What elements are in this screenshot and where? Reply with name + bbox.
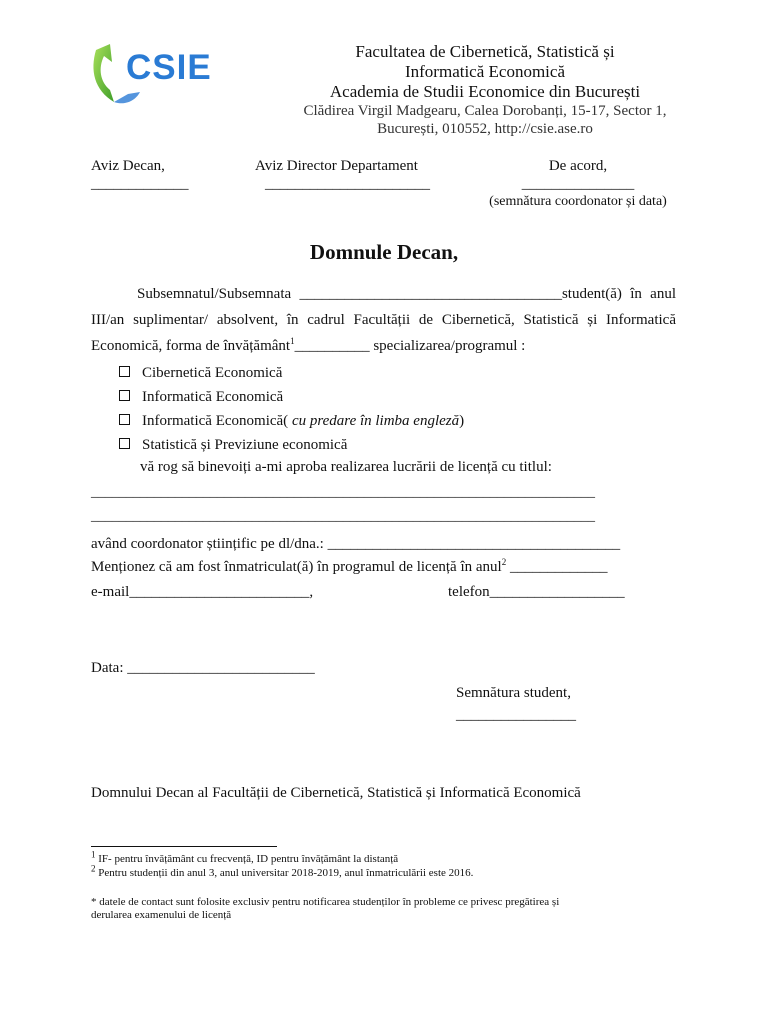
director-approval-label: Aviz Director Departament bbox=[255, 158, 418, 174]
footnote-1: $^1$ IF- pentru învățământ cu frecvență, ID pentru învățământ la distanță bbox=[91, 849, 399, 865]
agree-line: _______________ bbox=[521, 176, 635, 192]
csie-logo bbox=[88, 42, 238, 108]
page-title: Domnule Decan, bbox=[309, 240, 459, 264]
thesis-title-line1[interactable]: ________________________________________________________________________ bbox=[91, 485, 595, 500]
dean-approval-line: _____________ bbox=[91, 176, 189, 192]
academy-name: Academia de Studii Economice din București bbox=[329, 82, 641, 101]
footnote-ref-2: 2 bbox=[501, 557, 507, 567]
option-informatica-engleza[interactable]: Informatică Economică( cu predare în limba engleză) bbox=[119, 409, 464, 433]
request-paragraph bbox=[91, 281, 676, 359]
footnote-divider bbox=[91, 846, 277, 847]
program-options bbox=[119, 361, 464, 457]
faculty-name-line2: Informatică Economică bbox=[404, 62, 565, 81]
dean-approval-label: Aviz Decan, bbox=[91, 158, 165, 174]
email-field[interactable]: e-mail________________________, bbox=[91, 584, 314, 600]
checkbox[interactable] bbox=[119, 414, 130, 425]
logo-text: CSIE bbox=[126, 48, 212, 87]
addressee: Domnului Decan al Facultății de Cibernetică, Statistică și Informatică Economică bbox=[91, 785, 581, 801]
signature-label: Semnătura student, bbox=[456, 685, 571, 701]
agree-label: De acord, bbox=[548, 158, 608, 174]
contact-note: * datele de contact sunt folosite exclusiv pentru notificarea studenților în probleme ce privesc pregătirea și derularea examenului de licență bbox=[91, 896, 560, 921]
address bbox=[255, 102, 715, 138]
thesis-title-line2[interactable]: ________________________________________________________________________ bbox=[91, 509, 595, 524]
request-text: vă rog să binevoiți a-mi aproba realizarea lucrării de licență cu titlul: bbox=[140, 459, 552, 475]
date-field[interactable]: Data: _________________________ bbox=[91, 660, 315, 676]
option-informatica[interactable]: Informatică Economică bbox=[119, 385, 464, 409]
checkbox[interactable] bbox=[119, 438, 130, 449]
director-approval-line: ______________________ bbox=[265, 176, 430, 192]
address-line2: București, 010552, http://csie.ase.ro bbox=[377, 121, 593, 137]
coordinator-agreement bbox=[478, 157, 678, 211]
footnote-ref-1: 1 bbox=[290, 336, 295, 346]
phone-field[interactable]: telefon__________________ bbox=[448, 584, 625, 600]
option-cibernetica[interactable]: Cibernetică Economică bbox=[119, 361, 464, 385]
coordinator-field[interactable]: având coordonator științific pe dl/dna.: _______________________________________ bbox=[91, 536, 621, 552]
agree-note: (semnătura coordonator și data) bbox=[489, 194, 667, 209]
dean-approval bbox=[91, 157, 189, 193]
address-line1: Clădirea Virgil Madgearu, Calea Dorobanți, 15-17, Sector 1, bbox=[303, 103, 667, 119]
option-statistica[interactable]: Statistică și Previziune economică bbox=[119, 433, 464, 457]
paragraph-text-end: __________ specializarea/programul : bbox=[294, 338, 526, 354]
paragraph-text: Subsemnatul/Subsemnata ___________________________________student(ă) în anul III/an suplimentar/ absolvent, în cadrul Facultății de Cibernetică, Statistică și Informatică Economică, forma de învățământ bbox=[91, 286, 676, 354]
enrollment-field[interactable]: Menționez că am fost înmatriculat(ă) în programul de licență în anul$^2$ _____________ bbox=[91, 557, 608, 575]
checkbox[interactable] bbox=[119, 366, 130, 377]
signature-line[interactable]: ________________ bbox=[456, 707, 576, 723]
checkbox[interactable] bbox=[119, 390, 130, 401]
faculty-header bbox=[255, 42, 715, 102]
footnote-2: $^2$ Pentru studenții din anul 3, anul universitar 2018-2019, anul înmatriculării este 2016. bbox=[91, 863, 474, 879]
director-approval bbox=[255, 157, 430, 193]
faculty-name-line1: Facultatea de Cibernetică, Statistică și bbox=[355, 42, 615, 61]
student-signature bbox=[456, 684, 576, 724]
